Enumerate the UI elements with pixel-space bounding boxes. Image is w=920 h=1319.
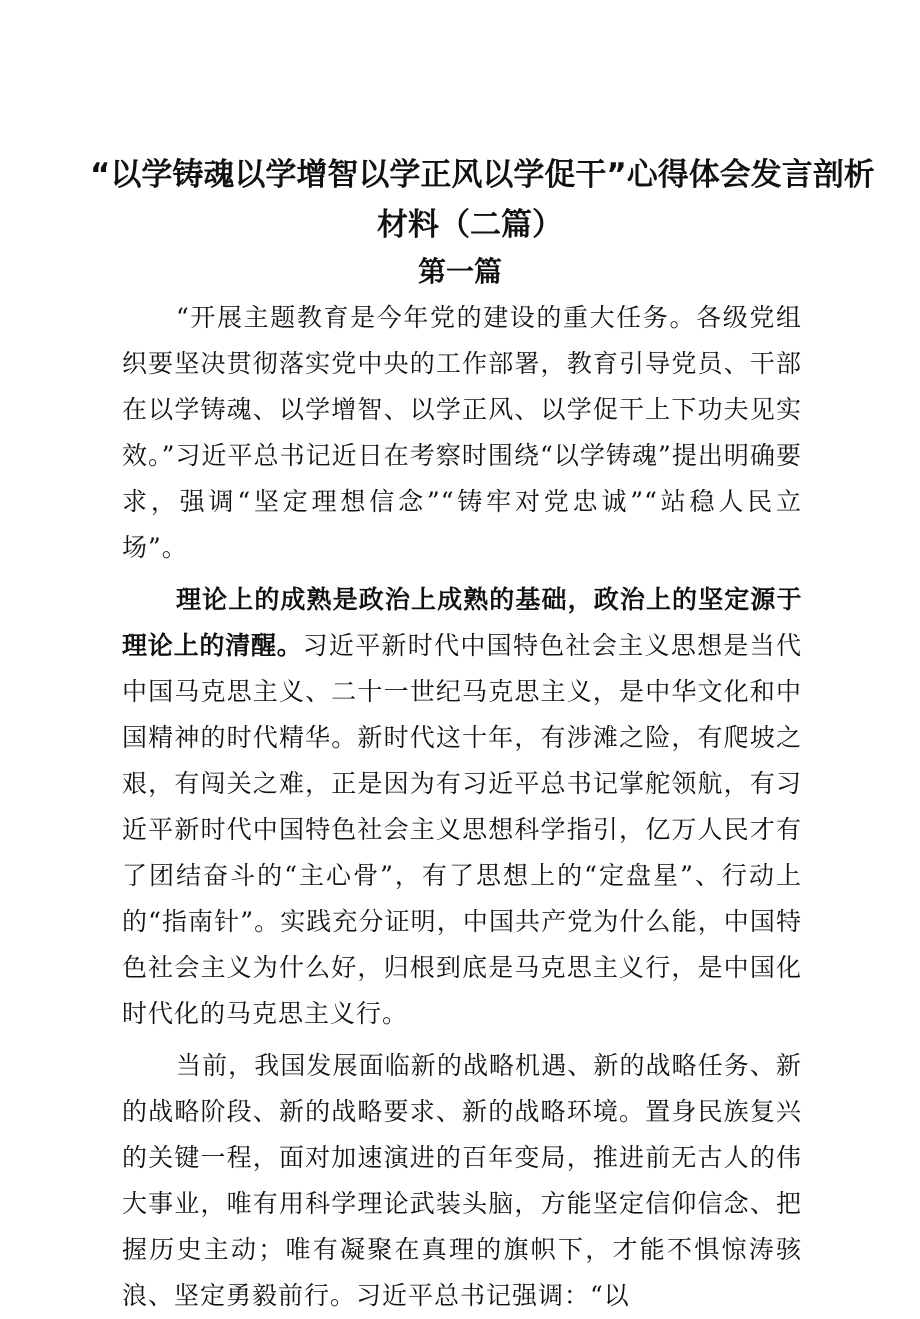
paragraph-3 xyxy=(122,1043,802,1319)
paragraph-bold-lead: 理论上的成熟是政治上成熟的基础，政治上的坚定源于理论上的清醒。 xyxy=(122,585,802,660)
paragraph-2 xyxy=(122,577,802,1037)
paragraph-text: 当前，我国发展面临新的战略机遇、新的战略任务、新的战略阶段、新的战略要求、新的战略环境。置身民族复兴的关键一程，面对加速演进的百年变局，推进前无古人的伟大事业，唯有用科学理论武装头脑，方能坚定信仰信念、把握历史主动；唯有凝聚在真理的旗帜下，才能不惧惊涛骇浪、坚定勇毅前行。习近平总书记强调：“以 xyxy=(122,1051,802,1310)
title-line-1: “以学铸魂以学增智以学正风以学促干”心得体会发言剖析 xyxy=(90,157,875,193)
document-title xyxy=(90,150,875,250)
title-line-2: 材料（二篇） xyxy=(377,207,563,243)
paragraph-1 xyxy=(122,295,802,571)
paragraph-text: 习近平新时代中国特色社会主义思想是当代中国马克思主义、二十一世纪马克思主义，是中华文化和中国精神的时代精华。新时代这十年，有涉滩之险，有爬坡之艰，有闯关之难，正是因为有习近平总书记掌舵领航，有习近平新时代中国特色社会主义思想科学指引，亿万人民才有了团结奋斗的“主心骨”，有了思想上的“定盘星”、行动上的“指南针”。实践充分证明，中国共产党为什么能，中国特色社会主义为什么好，归根到底是马克思主义行，是中国化时代化的马克思主义行。 xyxy=(122,631,802,1028)
section-heading: 第一篇 xyxy=(417,255,502,288)
document-body xyxy=(122,295,802,1319)
paragraph-text: “开展主题教育是今年党的建设的重大任务。各级党组织要坚决贯彻落实党中央的工作部署，教育引导党员、干部在以学铸魂、以学增智、以学正风、以学促干上下功夫见实效。”习近平总书记近日在考察时围绕“以学铸魂”提出明确要求，强调“坚定理想信念”“铸牢对党忠诚”“站稳人民立场”。 xyxy=(122,303,802,562)
